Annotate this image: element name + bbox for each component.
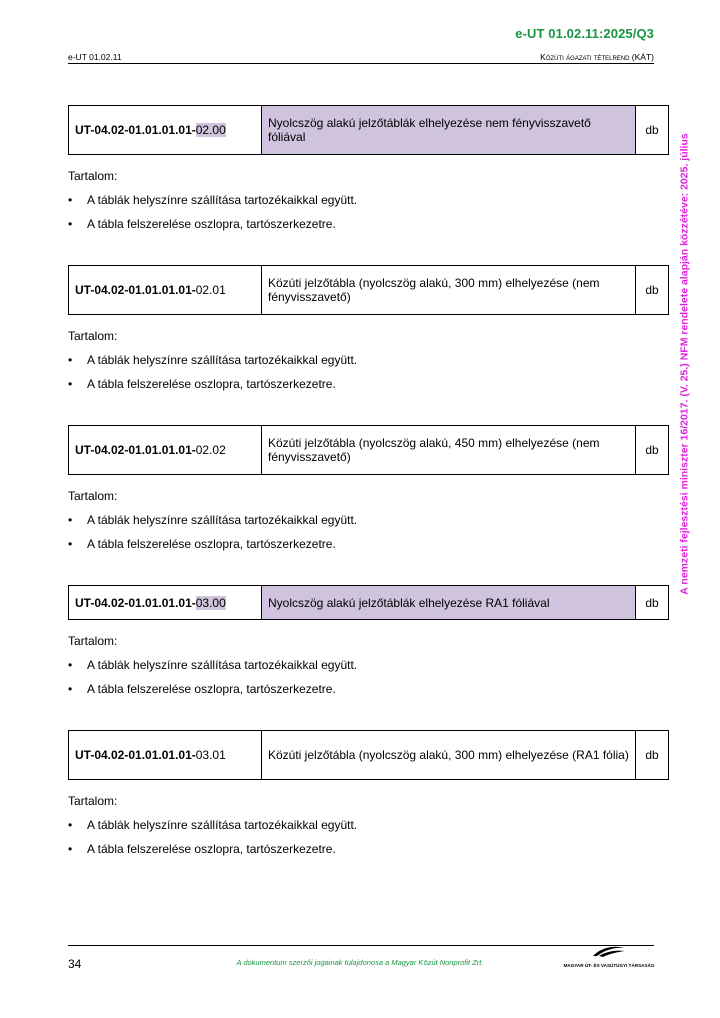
- item-code-cell: [69, 106, 262, 155]
- item-code-suffix: 02.00: [195, 123, 226, 137]
- table-row: [69, 426, 669, 475]
- list-item-text: A tábla felszerelése oszlopra, tartószerkezetre.: [87, 377, 336, 391]
- bullet-icon: •: [68, 537, 73, 551]
- contents-label: Tartalom:: [68, 634, 118, 648]
- list-item-text: A tábla felszerelése oszlopra, tartószerkezetre.: [87, 842, 336, 856]
- table-row: [69, 731, 669, 780]
- item-description: Nyolcszög alakú jelzőtáblák elhelyezése RA1 fóliával: [262, 586, 636, 620]
- contents-list: [68, 353, 670, 391]
- item-code-cell: [69, 426, 262, 475]
- item-block: [68, 585, 670, 696]
- item-description: Közúti jelzőtábla (nyolcszög alakú, 300 mm) elhelyezése (nem fényvisszavető): [262, 266, 636, 315]
- item-unit: db: [636, 266, 669, 315]
- bullet-icon: •: [68, 513, 73, 527]
- item-code-prefix: UT-04.02-01.01.01.01-: [75, 283, 196, 297]
- list-item: [68, 842, 670, 856]
- bullet-icon: •: [68, 193, 73, 207]
- list-item-text: A táblák helyszínre szállítása tartozékaikkal együtt.: [87, 353, 358, 367]
- item-description: Közúti jelzőtábla (nyolcszög alakú, 300 mm) elhelyezése (RA1 fólia): [262, 731, 636, 780]
- side-note-text: A nemzeti fejlesztési miniszter 16/2017. (V. 25.) NFM rendelete alapján közzétéve: 2025. július: [679, 133, 692, 595]
- item-unit: db: [636, 731, 669, 780]
- contents-list: [68, 818, 670, 856]
- item-code-suffix: 03.00: [195, 595, 226, 610]
- table-row: [69, 106, 669, 155]
- list-item: [68, 217, 670, 231]
- item-block: [68, 425, 670, 551]
- header-divider: [68, 63, 654, 64]
- society-logo: [563, 944, 655, 968]
- item-code-suffix: 02.01: [195, 283, 226, 297]
- list-item: [68, 353, 670, 367]
- list-item-text: A táblák helyszínre szállítása tartozékaikkal együtt.: [87, 818, 358, 832]
- item-table: [68, 425, 669, 475]
- page-number: 34: [68, 957, 82, 971]
- bullet-icon: •: [68, 353, 73, 367]
- header-left-text: e-UT 01.02.11: [68, 52, 122, 62]
- list-item: [68, 818, 670, 832]
- copyright-notice: A dokumentum szerzői jogainak tulajdonosa a Magyar Közút Nonprofit Zrt.: [236, 958, 484, 967]
- contents-label: Tartalom:: [68, 329, 118, 343]
- list-item-text: A táblák helyszínre szállítása tartozékaikkal együtt.: [87, 513, 358, 527]
- bullet-icon: •: [68, 658, 73, 672]
- item-code-cell: [69, 586, 262, 620]
- item-unit: db: [636, 106, 669, 155]
- bullet-icon: •: [68, 682, 73, 696]
- item-block: [68, 730, 670, 856]
- contents-label: Tartalom:: [68, 169, 118, 183]
- item-code-cell: [69, 266, 262, 315]
- item-code-suffix: 03.01: [195, 748, 226, 762]
- contents-list: [68, 513, 670, 551]
- item-code-prefix: UT-04.02-01.01.01.01-: [75, 123, 196, 137]
- contents-list: [68, 193, 670, 231]
- contents-label: Tartalom:: [68, 794, 118, 808]
- item-code-suffix: 02.02: [195, 443, 226, 457]
- item-code-prefix: UT-04.02-01.01.01.01-: [75, 595, 196, 610]
- side-note: [676, 96, 694, 632]
- item-table: [68, 105, 669, 155]
- list-item: [68, 537, 670, 551]
- item-block: [68, 265, 670, 391]
- item-code-cell: [69, 731, 262, 780]
- bullet-icon: •: [68, 842, 73, 856]
- logo-text: MAGYAR ÚT- ÉS VASÚTÜGYI TÁRSASÁG: [563, 963, 655, 968]
- list-item: [68, 658, 670, 672]
- header-right-text: Közúti ágazati tételrend (KÁT): [540, 52, 654, 62]
- item-block: [68, 105, 670, 231]
- list-item: [68, 377, 670, 391]
- table-row: [69, 266, 669, 315]
- contents-label: Tartalom:: [68, 489, 118, 503]
- list-item-text: A táblák helyszínre szállítása tartozékaikkal együtt.: [87, 658, 358, 672]
- bullet-icon: •: [68, 818, 73, 832]
- item-table: [68, 585, 669, 620]
- item-unit: db: [636, 426, 669, 475]
- table-row: [69, 586, 669, 620]
- item-code-prefix: UT-04.02-01.01.01.01-: [75, 748, 196, 762]
- item-table: [68, 730, 669, 780]
- item-unit: db: [636, 586, 669, 620]
- contents-list: [68, 658, 670, 696]
- list-item-text: A tábla felszerelése oszlopra, tartószerkezetre.: [87, 217, 336, 231]
- list-item: [68, 513, 670, 527]
- list-item: [68, 682, 670, 696]
- bullet-icon: •: [68, 217, 73, 231]
- list-item-text: A táblák helyszínre szállítása tartozékaikkal együtt.: [87, 193, 358, 207]
- item-table: [68, 265, 669, 315]
- list-item-text: A tábla felszerelése oszlopra, tartószerkezetre.: [87, 537, 336, 551]
- bullet-icon: •: [68, 377, 73, 391]
- list-item-text: A tábla felszerelése oszlopra, tartószerkezetre.: [87, 682, 336, 696]
- list-item: [68, 193, 670, 207]
- item-description: Nyolcszög alakú jelzőtáblák elhelyezése nem fényvisszavető fóliával: [262, 106, 636, 155]
- item-description: Közúti jelzőtábla (nyolcszög alakú, 450 mm) elhelyezése (nem fényvisszavető): [262, 426, 636, 475]
- logo-swoosh-icon: [591, 945, 627, 958]
- document-code: e-UT 01.02.11:2025/Q3: [515, 26, 654, 41]
- item-code-prefix: UT-04.02-01.01.01.01-: [75, 443, 196, 457]
